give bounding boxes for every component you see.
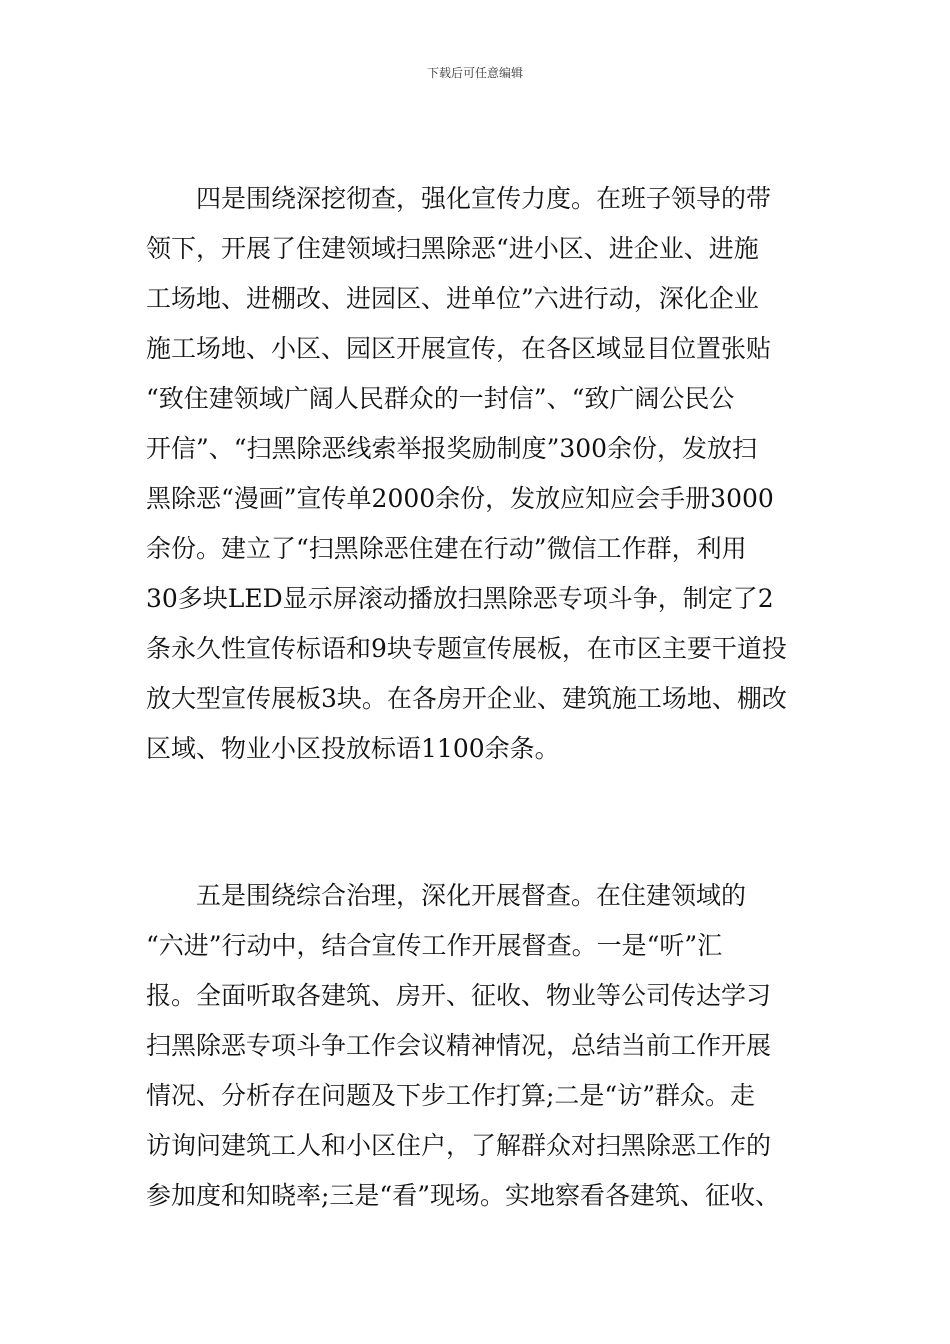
paragraph-line: 报。全面听取各建筑、房开、征收、物业等公司传达学习 [146, 981, 772, 1010]
paragraph-line: “六进”行动中，结合宣传工作开展督查。一是“听”汇 [146, 931, 723, 960]
paragraph-line: 扫黑除恶专项斗争工作会议精神情况，总结当前工作开展 [146, 1031, 772, 1060]
paragraph-line: 访询问建筑工人和小区住户，了解群众对扫黑除恶工作的 [146, 1131, 772, 1160]
paragraph-line: 四是围绕深挖彻查，强化宣传力度。在班子领导的带 [146, 184, 772, 213]
paragraph-line: 黑除恶“漫画”宣传单2000余份，发放应知应会手册3000 [146, 484, 774, 513]
paragraph-line: “致住建领域广阔人民群众的一封信”、“致广阔公民公 [146, 384, 735, 413]
paragraph-line: 情况、分析存在问题及下步工作打算;二是“访”群众。走 [146, 1081, 755, 1110]
header-note: 下载后可任意编辑 [426, 66, 523, 80]
paragraph-line: 施工场地、小区、园区开展宣传，在各区域显目位置张贴 [146, 334, 772, 363]
paragraph-line: 工场地、进棚改、进园区、进单位”六进行动，深化企业 [146, 284, 759, 313]
paragraph-line: 五是围绕综合治理，深化开展督查。在住建领域的 [146, 881, 747, 910]
paragraph-line: 放大型宣传展板3块。在各房开企业、建筑施工场地、棚改 [146, 684, 787, 713]
paragraph-five [146, 871, 810, 1221]
paragraph-line: 区域、物业小区投放标语1100余条。 [146, 734, 560, 763]
paragraph-line: 领下，开展了住建领域扫黑除恶“进小区、进企业、进施 [146, 234, 759, 263]
paragraph-line: 参加度和知晓率;三是“看”现场。实地察看各建筑、征收、 [146, 1181, 780, 1210]
paragraph-line: 30多块LED显示屏滚动播放扫黑除恶专项斗争，制定了2 [146, 584, 774, 613]
paragraph-line: 条永久性宣传标语和9块专题宣传展板，在市区主要干道投 [146, 634, 787, 663]
paragraph-line: 开信”、“扫黑除恶线索举报奖励制度”300余份，发放扫 [146, 434, 758, 463]
paragraph-four [146, 174, 810, 774]
paragraph-line: 余份。建立了“扫黑除恶住建在行动”微信工作群，利用 [146, 534, 747, 563]
